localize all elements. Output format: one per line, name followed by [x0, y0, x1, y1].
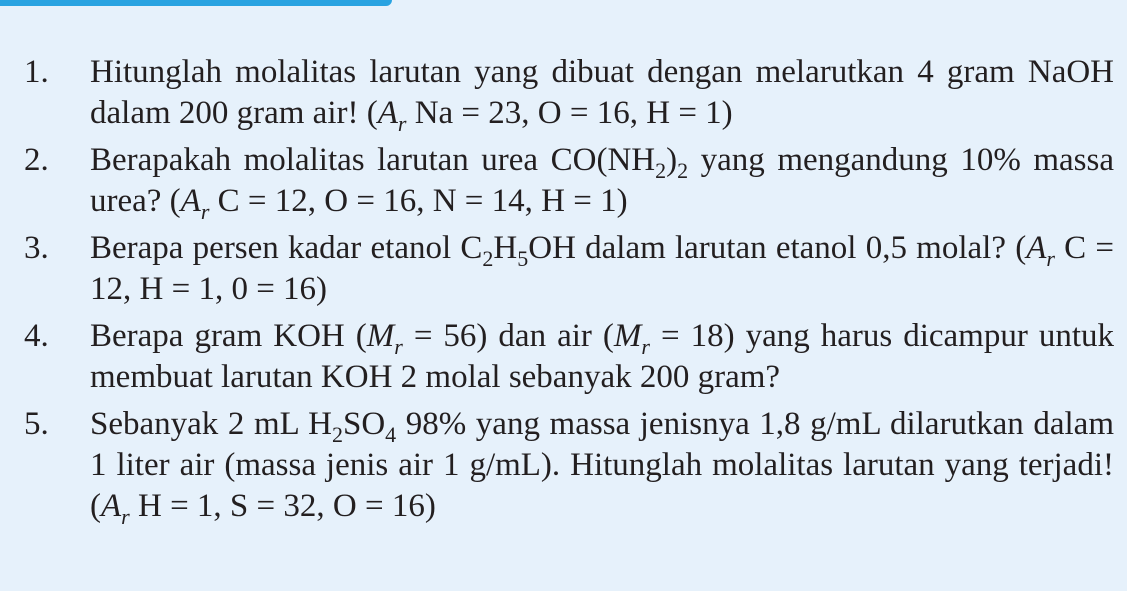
symbol: M: [366, 318, 395, 354]
subscript: r: [397, 111, 407, 136]
text-part: = 18) yang harus dicampur untuk membuat larutan KOH 2 molal sebanyak 200 gram?: [90, 318, 1115, 395]
text-part: yang mengandung 10% massa urea? (: [90, 142, 1114, 219]
exercise-text: [90, 228, 1114, 310]
subscript: r: [200, 199, 210, 224]
text-part: Berapakah molalitas larutan urea CO(NH: [90, 142, 656, 178]
text-part: Na = 23, O = 16, H = 1): [406, 95, 733, 131]
subscript: 2: [655, 158, 667, 183]
symbol: M: [613, 318, 642, 354]
exercise-number: 1.: [24, 54, 49, 90]
text-part: Berapa persen kadar etanol C: [90, 230, 483, 266]
exercise-list: [24, 52, 1114, 533]
exercise-item-3: [24, 228, 1114, 310]
text-part: Sebanyak 2 mL H: [90, 406, 332, 442]
text-part: = 56) dan air (: [402, 318, 614, 354]
subscript: r: [1046, 246, 1055, 271]
text-part: OH dalam larutan etanol 0,5 molal? (: [528, 230, 1027, 266]
exercise-item-2: [24, 140, 1114, 222]
subscript: 2: [677, 158, 689, 183]
exercise-item-5: [24, 404, 1114, 527]
exercise-number: 2.: [24, 142, 49, 178]
text-part: SO: [342, 406, 386, 442]
symbol: A: [101, 488, 122, 524]
exercise-item-4: [24, 316, 1114, 398]
subscript: r: [394, 334, 403, 359]
text-part: C = 12, H = 1, 0 = 16): [90, 230, 1114, 307]
exercise-number: 5.: [24, 406, 49, 442]
exercise-text: [90, 316, 1114, 398]
text-part: Berapa gram KOH (: [90, 318, 367, 354]
exercise-number: 4.: [24, 318, 49, 354]
exercise-text: [90, 140, 1114, 222]
subscript: 2: [482, 246, 494, 271]
text-part: H: [493, 230, 518, 266]
exercise-text: [90, 404, 1114, 527]
subscript: 2: [331, 422, 343, 447]
exercise-number: 3.: [24, 230, 49, 266]
text-part: H = 1, S = 32, O = 16): [129, 488, 436, 524]
subscript: r: [641, 334, 650, 359]
subscript: 4: [385, 422, 397, 447]
text-part: 98% yang massa jenisnya 1,8 g/mL dilarutkan dalam 1 liter air (massa jenis air 1 g/mL). Hitunglah molalitas larutan yang terjadi! (: [90, 406, 1114, 524]
subscript: 5: [517, 246, 529, 271]
symbol: A: [180, 183, 201, 219]
header-accent-bar: [0, 0, 392, 6]
text-part: Hitunglah molalitas larutan yang dibuat dengan melarutkan 4 gram NaOH dalam 200 gram air! (: [90, 54, 1114, 131]
subscript: r: [121, 504, 130, 529]
symbol: A: [377, 95, 398, 131]
symbol: A: [1026, 230, 1047, 266]
text-part: C = 12, O = 16, N = 14, H = 1): [209, 183, 628, 219]
exercise-text: [90, 52, 1114, 134]
exercise-item-1: [24, 52, 1114, 134]
text-part: ): [666, 142, 678, 178]
